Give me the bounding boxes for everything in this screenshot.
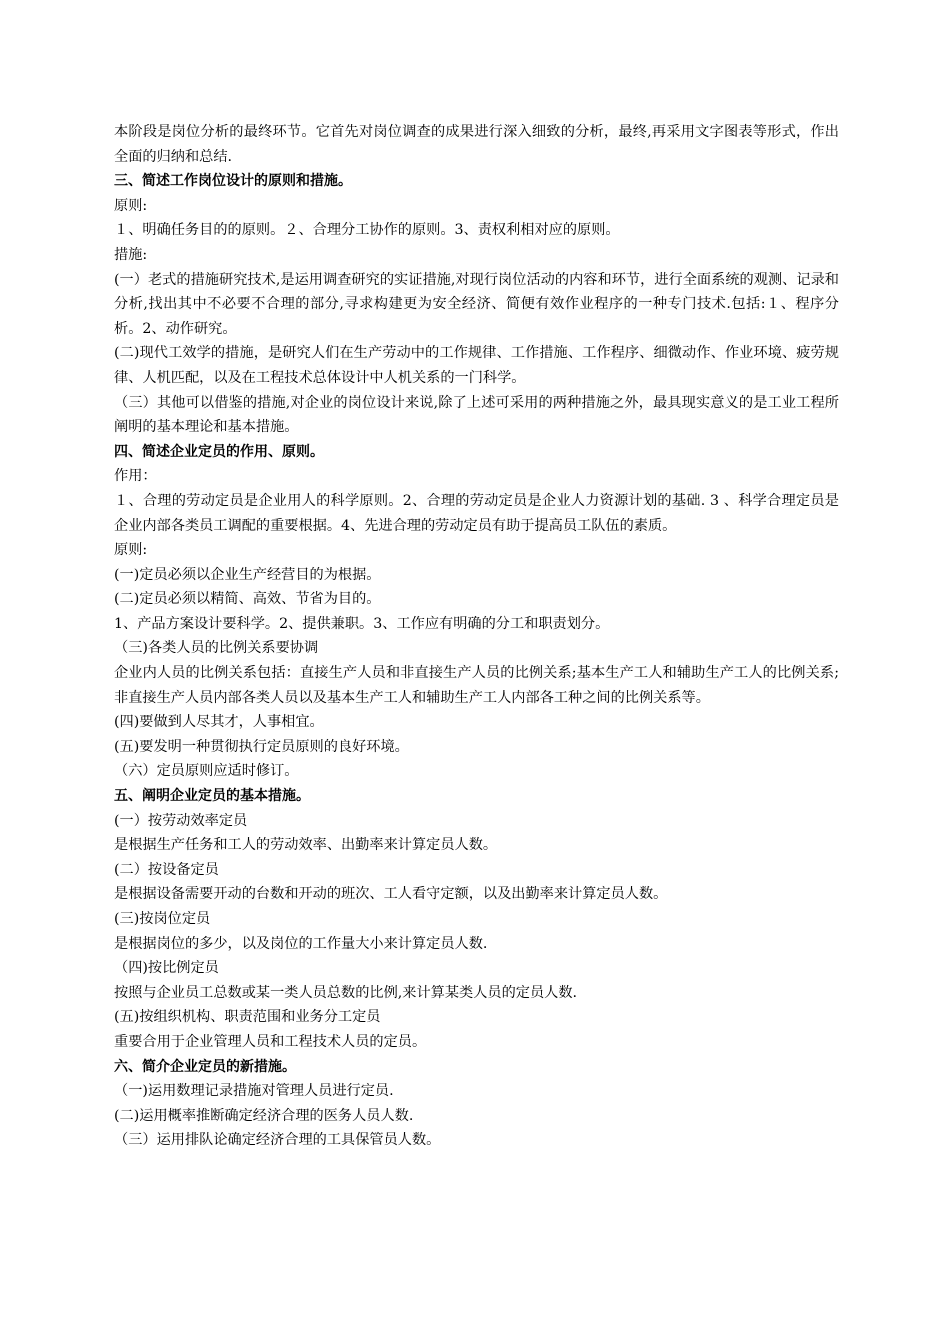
text-line: (三)按岗位定员: [114, 911, 211, 927]
text-line: (二)定员必须以精简、高效、节省为目的。: [114, 591, 381, 608]
text-line: 本阶段是岗位分析的最终环节。它首先对岗位调查的成果进行深入细致的分析，最终,再采用文字图表等形式，作出全面的归纳和总结.: [114, 124, 839, 165]
text-line: 作用：: [114, 468, 157, 485]
text-line: （三）运用排队论确定经济合理的工具保管员人数。: [114, 1132, 441, 1149]
section-heading: 三、简述工作岗位设计的原则和措施。: [114, 173, 352, 190]
text-line: １、合理的劳动定员是企业用人的科学原则。2、合理的劳动定员是企业人力资源计划的基础. 3 、科学合理定员是企业内部各类员工调配的重要根据。4、先进合理的劳动定员有助于提高员工队伍的素质。: [114, 492, 839, 534]
text-line: （三)各类人员的比例关系要协调: [114, 640, 319, 657]
section-heading: 五、阐明企业定员的基本措施。: [114, 788, 310, 805]
text-line: 是根据岗位的多少，以及岗位的工作量大小来计算定员人数.: [114, 935, 488, 952]
text-line: （四)按比例定员: [114, 960, 219, 977]
text-line: (一)定员必须以企业生产经营目的为根据。: [114, 566, 381, 583]
text-line: 是根据生产任务和工人的劳动效率、出勤率来计算定员人数。: [114, 837, 498, 854]
text-line: (一）老式的措施研究技术,是运用调查研究的实证措施,对现行岗位活动的内容和环节，进行全面系统的观测、记录和分析,找出其中不必要不合理的部分,寻求构建更为安全经济、简便有效作业程序的一种专门技术.包括:１、程序分析。2、动作研究。: [114, 271, 839, 337]
text-line: 措施:: [114, 246, 148, 263]
text-line: （一)运用数理记录措施对管理人员进行定员.: [114, 1083, 394, 1100]
text-line: (二)现代工效学的措施，是研究人们在生产劳动中的工作规律、工作措施、工作程序、细微动作、作业环境、疲劳规律、人机匹配，以及在工程技术总体设计中人机关系的一门科学。: [114, 345, 839, 386]
text-line: (二)运用概率推断确定经济合理的医务人员人数.: [114, 1107, 414, 1124]
text-line: 原则:: [114, 197, 148, 214]
text-line: 1、产品方案设计要科学。2、提供兼职。3、工作应有明确的分工和职责划分。: [114, 615, 610, 632]
text-line: (二）按设备定员: [114, 861, 219, 878]
text-line: 是根据设备需要开动的台数和开动的班次、工人看守定额，以及出勤率来计算定员人数。: [114, 886, 668, 903]
text-line: (一）按劳动效率定员: [114, 812, 248, 829]
text-line: （三）其他可以借鉴的措施,对企业的岗位设计来说,除了上述可采用的两种措施之外，最具现实意义的是工业工程所阐明的基本理论和基本措施。: [114, 394, 839, 436]
text-line: （六）定员原则应适时修订。: [114, 763, 299, 780]
text-line: (四)要做到人尽其才，人事相宜。: [114, 714, 324, 731]
text-line: 原则:: [114, 542, 148, 559]
text-line: (五)要发明一种贯彻执行定员原则的良好环境。: [114, 738, 409, 755]
text-line: (五)按组织机构、职责范围和业务分工定员: [114, 1009, 381, 1026]
text-line: 企业内人员的比例关系包括：直接生产人员和非直接生产人员的比例关系;基本生产工人和辅助生产工人的比例关系;非直接生产人员内部各类人员以及基本生产工人和辅助生产工人内部各工种之间的比例关系等。: [114, 665, 839, 706]
text-line: １、明确任务目的的原则。２、合理分工协作的原则。3、责权利相对应的原则。: [114, 222, 620, 239]
section-heading: 六、简介企业定员的新措施。: [114, 1058, 296, 1075]
text-line: 按照与企业员工总数或某一类人员总数的比例,来计算某类人员的定员人数.: [114, 984, 578, 1001]
section-heading: 四、简述企业定员的作用、原则。: [114, 443, 324, 460]
document-page: [114, 120, 839, 1153]
text-line: 重要合用于企业管理人员和工程技术人员的定员。: [114, 1033, 427, 1050]
